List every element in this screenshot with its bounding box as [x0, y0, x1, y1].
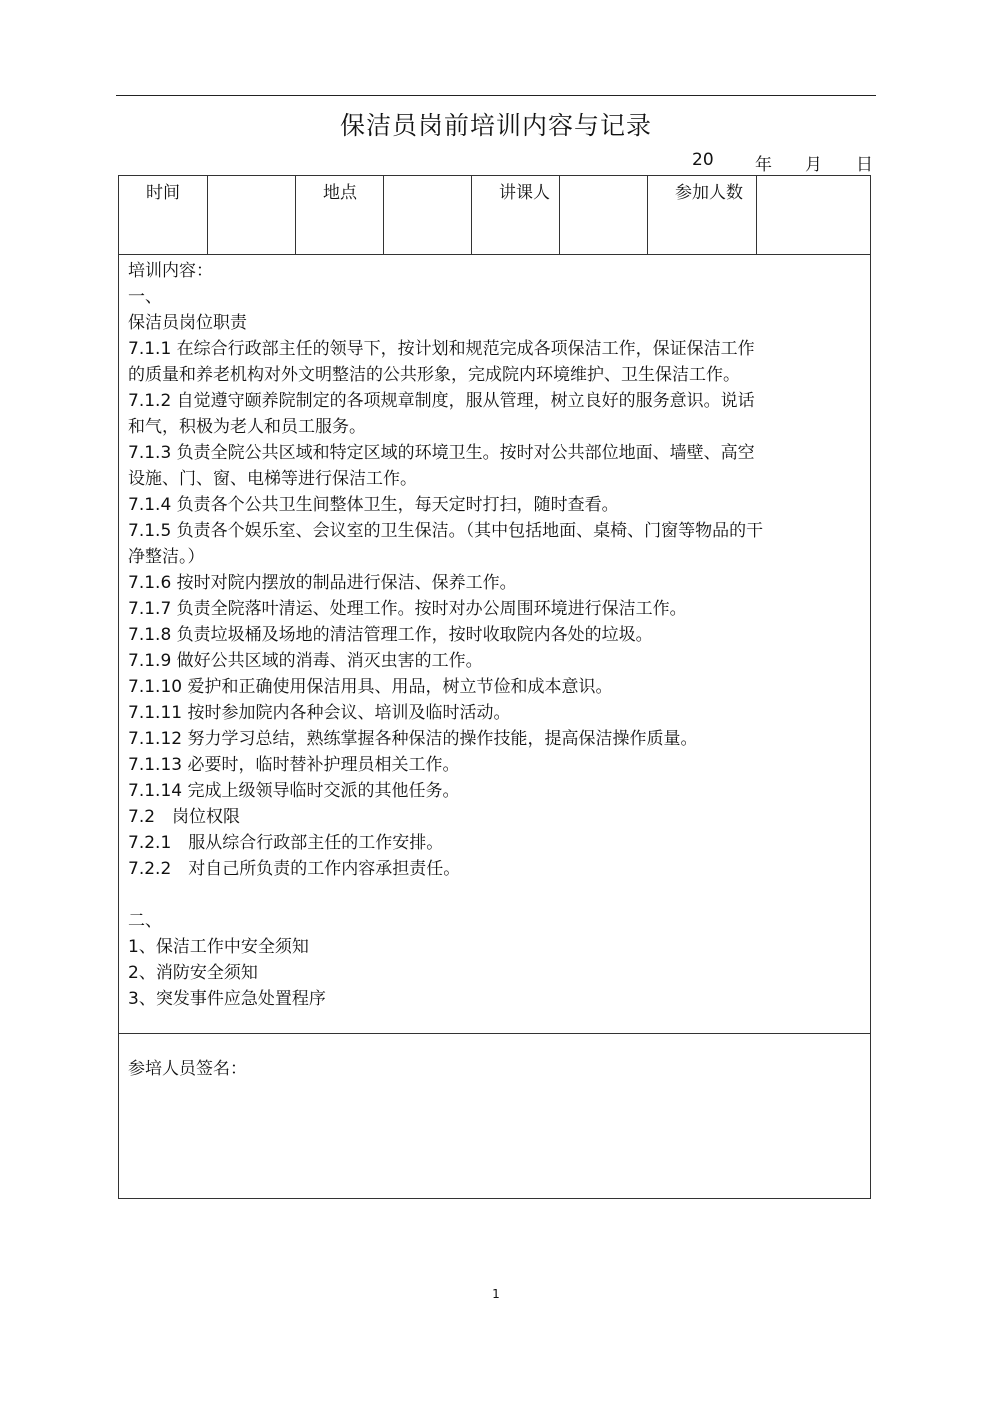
lecturer-label: 讲课人 [472, 176, 560, 254]
top-rule [116, 95, 876, 96]
training-line: 7.1.3 负责全院公共区域和特定区域的环境卫生。按时对公共部位地面、墙壁、高空 [128, 443, 755, 463]
time-value-cell [208, 176, 296, 254]
training-line: 一、 [128, 287, 162, 307]
training-line: 7.1.14 完成上级领导临时交派的其他任务。 [128, 781, 460, 801]
training-line: 7.1.9 做好公共区域的消毒、消灭虫害的工作。 [128, 651, 483, 671]
participants-label: 参加人数 [648, 176, 757, 254]
training-line: 7.1.12 努力学习总结，熟练掌握各种保洁的操作技能，提高保洁操作质量。 [128, 729, 698, 749]
training-line: 7.1.11 按时参加院内各种会议、培训及临时活动。 [128, 703, 511, 723]
training-line: 和气，积极为老人和员工服务。 [128, 417, 366, 437]
document-title: 保洁员岗前培训内容与记录 [339, 111, 652, 140]
training-line: 7.1.2 自觉遵守颐养院制定的各项规章制度，服从管理，树立良好的服务意识。说话 [128, 391, 755, 411]
training-line: 7.1.1 在综合行政部主任的领导下，按计划和规范完成各项保洁工作，保证保洁工作 [128, 339, 755, 359]
training-line: 7.1.7 负责全院落叶清运、处理工作。按时对办公周围环境进行保洁工作。 [128, 599, 687, 619]
place-label: 地点 [296, 176, 384, 254]
date-year: 20 [692, 150, 714, 170]
training-record-table [118, 175, 871, 1199]
training-line: 7.1.6 按时对院内摆放的制品进行保洁、保养工作。 [128, 573, 517, 593]
signature-label: 参培人员签名： [128, 1059, 247, 1079]
training-line [128, 882, 860, 908]
training-line: 的质量和养老机构对外文明整洁的公共形象，完成院内环境维护、卫生保洁工作。 [128, 365, 740, 385]
page-number: 1 [492, 1287, 500, 1301]
training-line: 7.2.2 对自己所负责的工作内容承担责任。 [128, 859, 461, 879]
training-line: 3、突发事件应急处置程序 [128, 989, 326, 1009]
date-month-unit: 月 [805, 155, 822, 175]
training-line: 7.1.13 必要时，临时替补护理员相关工作。 [128, 755, 460, 775]
training-lines [128, 284, 860, 1012]
signature-section [119, 1034, 870, 1198]
training-line: 2、消防安全须知 [128, 963, 258, 983]
header-row [119, 176, 870, 255]
training-line: 设施、门、窗、电梯等进行保洁工作。 [128, 469, 417, 489]
lecturer-value-cell [560, 176, 648, 254]
training-line: 1、保洁工作中安全须知 [128, 937, 309, 957]
training-content-label: 培训内容： [128, 261, 213, 281]
training-line: 7.2 岗位权限 [128, 807, 241, 827]
training-line: 7.1.8 负责垃圾桶及场地的清洁管理工作，按时收取院内各处的垃圾。 [128, 625, 653, 645]
training-line: 7.2.1 服从综合行政部主任的工作安排。 [128, 833, 444, 853]
training-content [119, 255, 870, 1034]
training-line: 7.1.5 负责各个娱乐室、会议室的卫生保洁。（其中包括地面、桌椅、门窗等物品的干 [128, 521, 764, 541]
date-year-unit: 年 [755, 155, 772, 175]
place-value-cell [384, 176, 472, 254]
training-line: 7.1.4 负责各个公共卫生间整体卫生，每天定时打扫，随时查看。 [128, 495, 619, 515]
training-line: 二、 [128, 911, 162, 931]
date-day-unit: 日 [856, 155, 873, 175]
training-line: 保洁员岗位职责 [128, 313, 247, 333]
participants-value-cell [757, 176, 870, 254]
training-line: 7.1.10 爱护和正确使用保洁用具、用品，树立节俭和成本意识。 [128, 677, 613, 697]
training-line: 净整洁。） [128, 547, 205, 567]
time-label: 时间 [119, 176, 208, 254]
